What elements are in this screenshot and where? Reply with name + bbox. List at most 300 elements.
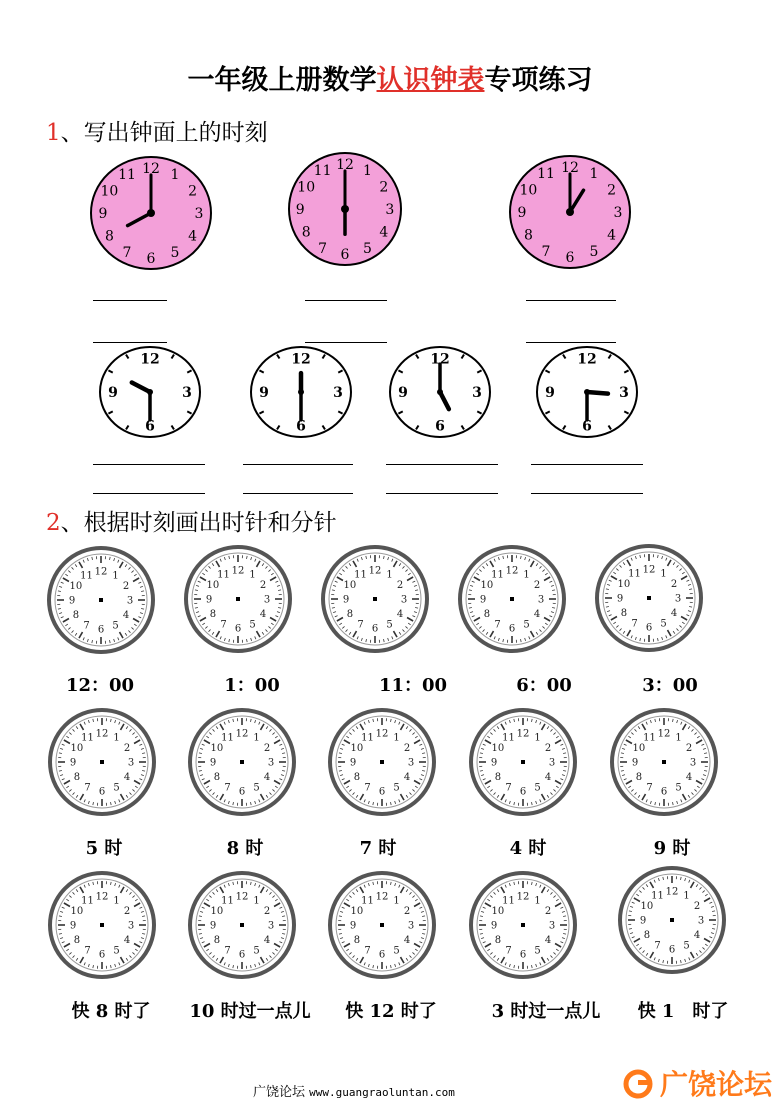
clock-numeral: 7 xyxy=(505,945,512,957)
clock-numeral: 3 xyxy=(333,385,343,401)
clock-numeral: 4 xyxy=(379,224,389,241)
answer-line[interactable] xyxy=(531,493,643,494)
clock-center xyxy=(670,918,674,922)
clock-numeral: 7 xyxy=(84,782,91,794)
clock-numeral: 2 xyxy=(403,743,411,754)
clock-numeral: 10 xyxy=(69,581,83,592)
pink-clock xyxy=(91,157,211,269)
clock-numeral: 4 xyxy=(533,609,541,620)
clock-numeral: 1 xyxy=(393,732,400,744)
clock-numeral: 1 xyxy=(253,732,260,744)
clock-numeral: 4 xyxy=(259,609,267,620)
clock-label: 6：00 xyxy=(516,675,572,696)
clock-numeral: 2 xyxy=(123,743,131,754)
clock-numeral: 8 xyxy=(353,772,361,783)
answer-line[interactable] xyxy=(93,342,167,343)
clock-numeral: 3 xyxy=(182,385,192,401)
clock-numeral: 11 xyxy=(361,895,374,907)
clock-label: 快 8 时了 xyxy=(71,1001,151,1022)
clock-numeral: 7 xyxy=(224,945,231,957)
clock-label: 7 时 xyxy=(359,838,397,859)
blank-clock[interactable] xyxy=(620,868,724,972)
clock-numeral: 10 xyxy=(350,906,364,917)
clock-numeral: 3 xyxy=(619,385,629,401)
clock-label: 10 时过一点儿 xyxy=(189,1001,311,1022)
clock-numeral: 12 xyxy=(336,157,354,174)
clock-numeral: 4 xyxy=(188,228,198,245)
clock-numeral: 11 xyxy=(354,569,367,581)
clock-numeral: 3 xyxy=(400,594,408,606)
clock-numeral: 9 xyxy=(69,920,77,932)
clock-numeral: 6 xyxy=(145,418,155,435)
clock-numeral: 11 xyxy=(80,570,93,582)
clock-numeral: 7 xyxy=(494,619,501,631)
clock-center xyxy=(510,597,514,601)
clock-numeral: 9 xyxy=(68,595,76,607)
answer-line[interactable] xyxy=(305,342,387,343)
clock-numeral: 9 xyxy=(209,757,217,769)
clock-numeral: 6 xyxy=(519,949,527,961)
clock-label: 4 时 xyxy=(509,838,547,859)
clock-numeral: 5 xyxy=(589,243,599,260)
section-2-heading: 2、根据时刻画出时针和分针 xyxy=(46,510,337,536)
clock-numeral: 2 xyxy=(544,743,552,754)
clock-numeral: 2 xyxy=(188,183,198,200)
clock-numeral: 6 xyxy=(296,418,306,435)
clock-numeral: 12 xyxy=(140,351,160,368)
clock-numeral: 12 xyxy=(368,565,382,577)
clock-numeral: 8 xyxy=(73,772,81,783)
clock-numeral: 5 xyxy=(523,619,530,631)
clock-numeral: 4 xyxy=(544,772,552,783)
clock-numeral: 10 xyxy=(70,743,84,754)
blank-clock[interactable] xyxy=(190,873,294,977)
clock-numeral: 6 xyxy=(645,622,653,634)
clock-numeral: 8 xyxy=(483,609,491,620)
clock-numeral: 11 xyxy=(643,732,656,744)
clock-center xyxy=(100,923,104,927)
clock-numeral: 5 xyxy=(393,945,400,957)
pink-clock xyxy=(289,153,401,265)
clock-numeral: 10 xyxy=(210,743,224,754)
clock-numeral: 11 xyxy=(81,732,94,744)
clock-numeral: 8 xyxy=(346,609,354,620)
clock-numeral: 8 xyxy=(73,935,81,946)
clock-numeral: 6 xyxy=(98,786,106,798)
clock-numeral: 7 xyxy=(83,620,90,632)
clock-numeral: 11 xyxy=(651,890,664,902)
section-1-heading: 1、写出钟面上的时刻 xyxy=(46,120,268,146)
clock-numeral: 6 xyxy=(582,418,592,435)
clock-label: 快 1 时了 xyxy=(637,1001,729,1022)
clock-numeral: 12 xyxy=(375,891,389,903)
clock-numeral: 7 xyxy=(220,619,227,631)
clock-numeral: 1 xyxy=(112,570,119,582)
answer-line[interactable] xyxy=(93,464,205,465)
clock-numeral: 5 xyxy=(393,782,400,794)
clock-numeral: 6 xyxy=(519,786,527,798)
clock-numeral: 2 xyxy=(379,179,389,196)
clock-center xyxy=(521,760,525,764)
answer-line[interactable] xyxy=(93,300,167,301)
clock-numeral: 8 xyxy=(213,772,221,783)
clock-numeral: 4 xyxy=(403,935,411,946)
clock-numeral: 2 xyxy=(544,906,552,917)
clock-numeral: 7 xyxy=(122,244,132,261)
clock-numeral: 1 xyxy=(523,569,530,581)
clock-center xyxy=(236,597,240,601)
clock-numeral: 4 xyxy=(396,609,404,620)
clock-numeral: 4 xyxy=(263,772,271,783)
clock-numeral: 6 xyxy=(146,250,156,267)
clock-numeral: 6 xyxy=(378,786,386,798)
clock-numeral: 12 xyxy=(95,728,109,740)
clock-numeral: 2 xyxy=(693,901,701,912)
clock-numeral: 10 xyxy=(640,901,654,912)
clock-numeral: 12 xyxy=(95,891,109,903)
clock-center xyxy=(147,389,153,395)
clock-numeral: 9 xyxy=(342,594,350,606)
blank-clock[interactable] xyxy=(330,710,434,814)
clock-numeral: 2 xyxy=(122,581,130,592)
clock-numeral: 3 xyxy=(613,205,623,221)
clock-numeral: 4 xyxy=(685,772,693,783)
clock-numeral: 12 xyxy=(94,566,108,578)
clock-center xyxy=(380,923,384,927)
clock-numeral: 12 xyxy=(577,351,597,368)
clock-numeral: 10 xyxy=(632,743,646,754)
clock-numeral: 8 xyxy=(353,935,361,946)
logo-text: 广饶论坛 xyxy=(660,1068,773,1101)
clock-numeral: 1 xyxy=(113,732,120,744)
clock-numeral: 5 xyxy=(113,945,120,957)
clock-numeral: 5 xyxy=(170,244,180,261)
answer-line[interactable] xyxy=(526,300,616,301)
clock-label: 11：00 xyxy=(378,675,448,696)
clock-center xyxy=(662,760,666,764)
clock-numeral: 6 xyxy=(565,249,575,266)
clock-numeral: 8 xyxy=(494,935,502,946)
clock-numeral: 6 xyxy=(668,944,676,956)
clock-numeral: 12 xyxy=(561,160,579,177)
clock-numeral: 2 xyxy=(263,743,271,754)
oval-clock xyxy=(100,347,200,437)
clock-numeral: 1 xyxy=(534,895,541,907)
clock-numeral: 8 xyxy=(643,930,651,941)
hour-hand xyxy=(587,392,608,394)
clock-numeral: 7 xyxy=(224,782,231,794)
clock-numeral: 10 xyxy=(206,580,220,591)
clock-numeral: 9 xyxy=(517,205,527,221)
site-logo xyxy=(612,1062,780,1102)
blank-clock[interactable] xyxy=(50,710,154,814)
clock-numeral: 1 xyxy=(660,568,667,580)
clock-numeral: 4 xyxy=(263,935,271,946)
clock-numeral: 12 xyxy=(142,161,160,178)
clock-numeral: 8 xyxy=(523,227,533,244)
blank-clock[interactable] xyxy=(612,710,716,814)
clock-numeral: 9 xyxy=(490,757,498,769)
clock-label: 9 时 xyxy=(653,838,691,859)
clock-numeral: 5 xyxy=(249,619,256,631)
clock-numeral: 5 xyxy=(112,620,119,632)
clock-numeral: 2 xyxy=(533,580,541,591)
clock-numeral: 3 xyxy=(267,920,275,932)
oval-clock xyxy=(390,347,490,437)
clock-numeral: 7 xyxy=(654,940,661,952)
clock-numeral: 3 xyxy=(674,593,682,605)
clock-numeral: 6 xyxy=(660,786,668,798)
clock-numeral: 9 xyxy=(616,593,624,605)
clock-center xyxy=(341,205,349,213)
clock-numeral: 12 xyxy=(516,891,530,903)
clock-numeral: 5 xyxy=(683,940,690,952)
blank-clock[interactable] xyxy=(330,873,434,977)
clock-numeral: 10 xyxy=(491,743,505,754)
clock-numeral: 3 xyxy=(263,594,271,606)
answer-line[interactable] xyxy=(531,464,643,465)
clock-numeral: 9 xyxy=(490,920,498,932)
clock-numeral: 3 xyxy=(548,757,556,769)
clock-numeral: 1 xyxy=(386,569,393,581)
clock-numeral: 11 xyxy=(361,732,374,744)
clock-center xyxy=(240,760,244,764)
blank-clock[interactable] xyxy=(597,546,701,650)
oval-clock xyxy=(537,347,637,437)
clock-numeral: 9 xyxy=(545,385,555,401)
answer-line[interactable] xyxy=(93,493,205,494)
footer: 广饶论坛 www.guangraoluntan.com xyxy=(253,1085,455,1100)
clock-numeral: 10 xyxy=(491,906,505,917)
clock-numeral: 8 xyxy=(635,772,643,783)
clock-label: 3 时过一点儿 xyxy=(491,1001,601,1022)
clock-numeral: 4 xyxy=(123,772,131,783)
clock-numeral: 1 xyxy=(534,732,541,744)
clock-numeral: 1 xyxy=(675,732,682,744)
clock-numeral: 8 xyxy=(301,224,311,241)
clock-numeral: 7 xyxy=(357,619,364,631)
clock-numeral: 5 xyxy=(362,240,372,257)
clock-numeral: 3 xyxy=(407,757,415,769)
blank-clock[interactable] xyxy=(323,547,427,651)
clock-numeral: 11 xyxy=(628,568,641,580)
clock-numeral: 7 xyxy=(318,240,328,257)
answer-line[interactable] xyxy=(386,493,498,494)
clock-center xyxy=(380,760,384,764)
clock-center xyxy=(99,598,103,602)
clock-numeral: 2 xyxy=(263,906,271,917)
clock-numeral: 9 xyxy=(349,757,357,769)
clock-numeral: 8 xyxy=(104,228,114,245)
clock-numeral: 5 xyxy=(113,782,120,794)
clock-numeral: 1 xyxy=(393,895,400,907)
blank-clock[interactable] xyxy=(50,873,154,977)
clock-numeral: 11 xyxy=(313,163,332,180)
clock-numeral: 10 xyxy=(350,743,364,754)
clock-numeral: 3 xyxy=(472,385,482,401)
oval-clock xyxy=(251,347,351,437)
clock-numeral: 4 xyxy=(403,772,411,783)
clock-numeral: 8 xyxy=(72,610,80,621)
clock-center xyxy=(298,389,304,395)
clock-numeral: 3 xyxy=(697,915,705,927)
clock-numeral: 5 xyxy=(253,945,260,957)
clock-numeral: 12 xyxy=(430,351,450,368)
clock-label: 5 时 xyxy=(85,838,123,859)
clock-numeral: 11 xyxy=(502,732,515,744)
clock-numeral: 11 xyxy=(118,167,136,184)
clock-numeral: 10 xyxy=(70,906,84,917)
clock-numeral: 6 xyxy=(234,623,242,635)
clock-label: 3：00 xyxy=(642,675,698,696)
clock-numeral: 6 xyxy=(371,623,379,635)
clock-numeral: 10 xyxy=(617,579,631,590)
clock-numeral: 9 xyxy=(108,385,118,401)
answer-line[interactable] xyxy=(243,464,353,465)
clock-numeral: 9 xyxy=(259,385,269,401)
clock-numeral: 10 xyxy=(519,182,538,199)
clock-numeral: 2 xyxy=(670,579,678,590)
clock-numeral: 10 xyxy=(210,906,224,917)
answer-line[interactable] xyxy=(386,464,498,465)
clock-numeral: 8 xyxy=(494,772,502,783)
blank-clock[interactable] xyxy=(186,547,290,651)
clock-numeral: 12 xyxy=(235,891,249,903)
clock-numeral: 10 xyxy=(100,183,119,200)
clock-numeral: 6 xyxy=(97,624,105,636)
answer-line[interactable] xyxy=(305,300,387,301)
clock-numeral: 6 xyxy=(340,246,350,263)
clock-numeral: 9 xyxy=(209,920,217,932)
clock-numeral: 7 xyxy=(364,782,371,794)
clock-numeral: 9 xyxy=(69,757,77,769)
clock-numeral: 7 xyxy=(84,945,91,957)
clock-numeral: 7 xyxy=(364,945,371,957)
pink-clock xyxy=(510,156,630,268)
clock-numeral: 11 xyxy=(81,895,94,907)
blank-clock[interactable] xyxy=(190,710,294,814)
blank-clock[interactable] xyxy=(471,710,575,814)
clock-numeral: 5 xyxy=(675,782,682,794)
clock-numeral: 1 xyxy=(362,163,372,180)
clock-center xyxy=(584,389,590,395)
clock-numeral: 5 xyxy=(253,782,260,794)
clock-label: 8 时 xyxy=(226,838,264,859)
clock-numeral: 3 xyxy=(127,920,135,932)
clock-numeral: 4 xyxy=(693,930,701,941)
clock-numeral: 7 xyxy=(541,243,551,260)
clock-numeral: 6 xyxy=(238,949,246,961)
clock-numeral: 9 xyxy=(205,594,213,606)
clock-numeral: 1 xyxy=(683,890,690,902)
blank-clock[interactable] xyxy=(460,547,564,651)
clock-label: 12：00 xyxy=(65,675,135,696)
footer-url[interactable]: www.guangraoluntan.com xyxy=(309,1086,455,1099)
clock-numeral: 4 xyxy=(670,608,678,619)
clock-numeral: 9 xyxy=(295,202,305,218)
clock-numeral: 5 xyxy=(386,619,393,631)
clock-numeral: 9 xyxy=(349,920,357,932)
clock-numeral: 12 xyxy=(665,886,679,898)
clock-numeral: 2 xyxy=(123,906,131,917)
clock-numeral: 5 xyxy=(660,618,667,630)
clock-numeral: 4 xyxy=(122,610,130,621)
page-title: 一年级上册数学认识钟表专项练习 xyxy=(187,65,593,96)
clock-numeral: 9 xyxy=(631,757,639,769)
clock-numeral: 1 xyxy=(253,895,260,907)
clock-numeral: 11 xyxy=(221,732,234,744)
clock-numeral: 3 xyxy=(537,594,545,606)
clock-numeral: 3 xyxy=(407,920,415,932)
clock-numeral: 3 xyxy=(267,757,275,769)
clock-label: 1：00 xyxy=(224,675,280,696)
clock-numeral: 6 xyxy=(435,418,445,435)
clock-numeral: 5 xyxy=(534,945,541,957)
clock-numeral: 10 xyxy=(343,580,357,591)
clock-numeral: 10 xyxy=(480,580,494,591)
clock-numeral: 2 xyxy=(685,743,693,754)
clock-numeral: 12 xyxy=(505,565,519,577)
clock-numeral: 11 xyxy=(221,895,234,907)
clock-center xyxy=(100,760,104,764)
clock-numeral: 7 xyxy=(631,618,638,630)
blank-clock[interactable] xyxy=(471,873,575,977)
clock-numeral: 2 xyxy=(396,580,404,591)
clock-numeral: 6 xyxy=(378,949,386,961)
clock-numeral: 8 xyxy=(209,609,217,620)
clock-numeral: 4 xyxy=(123,935,131,946)
clock-numeral: 11 xyxy=(502,895,515,907)
clock-numeral: 2 xyxy=(259,580,267,591)
clock-numeral: 10 xyxy=(297,179,316,196)
clock-numeral: 2 xyxy=(403,906,411,917)
clock-label: 快 12 时了 xyxy=(345,1001,437,1022)
clock-numeral: 1 xyxy=(589,166,599,183)
clock-numeral: 5 xyxy=(534,782,541,794)
clock-numeral: 3 xyxy=(548,920,556,932)
answer-line[interactable] xyxy=(243,493,353,494)
clock-numeral: 1 xyxy=(249,569,256,581)
clock-numeral: 6 xyxy=(508,623,516,635)
clock-center xyxy=(647,596,651,600)
clock-numeral: 11 xyxy=(217,569,230,581)
clock-numeral: 6 xyxy=(98,949,106,961)
clock-numeral: 4 xyxy=(544,935,552,946)
answer-line[interactable] xyxy=(526,342,616,343)
clock-numeral: 7 xyxy=(646,782,653,794)
clock-numeral: 12 xyxy=(657,728,671,740)
blank-clock[interactable] xyxy=(49,548,153,652)
clock-numeral: 11 xyxy=(537,166,555,183)
clock-numeral: 4 xyxy=(607,227,617,244)
clock-numeral: 8 xyxy=(213,935,221,946)
clock-numeral: 3 xyxy=(194,206,204,222)
clock-numeral: 1 xyxy=(170,167,180,184)
clock-numeral: 12 xyxy=(235,728,249,740)
clock-center xyxy=(521,923,525,927)
clock-numeral: 12 xyxy=(291,351,311,368)
clock-numeral: 3 xyxy=(126,595,134,607)
clock-numeral: 12 xyxy=(375,728,389,740)
clock-numeral: 8 xyxy=(620,608,628,619)
clock-numeral: 9 xyxy=(639,915,647,927)
clock-center xyxy=(566,208,574,216)
clock-numeral: 12 xyxy=(231,565,245,577)
clock-numeral: 2 xyxy=(607,182,617,199)
clock-numeral: 7 xyxy=(505,782,512,794)
clock-center xyxy=(240,923,244,927)
clock-numeral: 9 xyxy=(479,594,487,606)
